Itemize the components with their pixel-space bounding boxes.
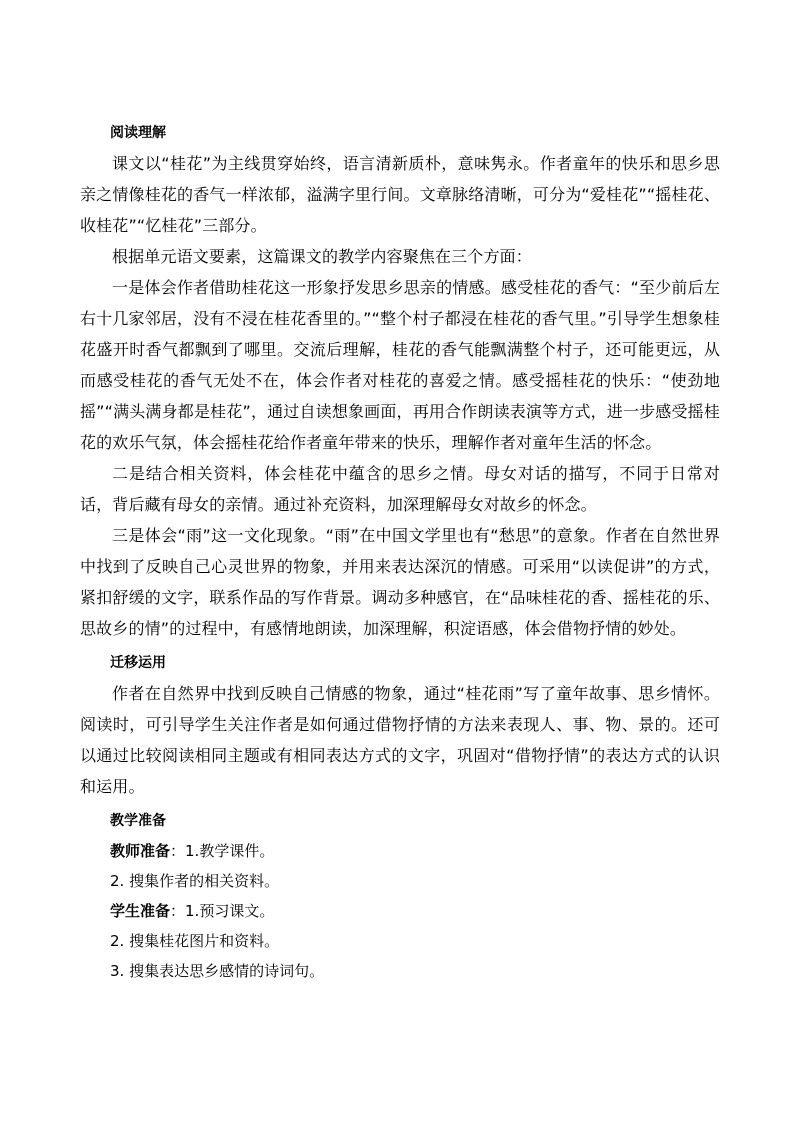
student-prep-item-2: 2. 搜集桂花图片和资料。: [110, 932, 280, 950]
teacher-prep-item-2: 2. 搜集作者的相关资料。: [110, 872, 280, 890]
heading-prep: 教学准备: [110, 813, 166, 829]
heading-reading: 阅读理解: [110, 125, 166, 141]
paragraph-reading-point-one: 一是体会作者借助桂花这一形象抒发思乡思亲的情感。感受桂花的香气：“至少前后左右十几家邻居，没有不浸在桂花香里的。”“整个村子都浸在桂花的香气里。”引导学生想象桂花盛开时香气都飘到了哪里。交流后理解，桂花的香气能飘满整个村子，还可能更远，从而感受桂花的香气无处不在，体会作者对桂花的喜爱之情。感受摇桂花的快乐：“使劲地摇”“满头满身都是桂花”，通过自读想象画面，再用合作朗读表演等方式，进一步感受摇桂花的欢乐气氛，体会摇桂花给作者童年带来的快乐，理解作者对童年生活的怀念。: [80, 278, 720, 452]
paragraph-transfer: 作者在自然界中找到反映自己情感的物象，通过“桂花雨”写了童年故事、思乡情怀。阅读时，可引导学生关注作者是如何通过借物抒情的方法来表现人、事、物、景的。还可以通过比较阅读相同主题或有相同表达方式的文字，巩固对“借物抒情”的表达方式的认识和运用。: [80, 684, 720, 796]
paragraph-reading-point-three: 三是体会“雨”这一文化现象。“雨”在中国文学里也有“愁思”的意象。作者在自然世界中找到了反映自己心灵世界的物象，并用来表达深沉的情感。可采用“以读促讲”的方式，紧扣舒缓的文字，联系作品的写作背景。调动多种感官，在“品味桂花的香、摇桂花的乐、思故乡的情”的过程中，有感情地朗读，加深理解，积淀语感，体会借物抒情的妙处。: [80, 526, 720, 638]
student-prep-label: 学生准备: [110, 902, 171, 920]
paragraph-reading-focus: 根据单元语文要素，这篇课文的教学内容聚焦在三个方面：: [112, 247, 532, 266]
student-prep-item-3: 3. 搜集表达思乡感情的诗词句。: [110, 962, 325, 980]
teacher-prep-line: [108, 836, 720, 866]
paragraph-reading-point-two: 二是结合相关资料，体会桂花中蕴含的思乡之情。母女对话的描写，不同于日常对话，背后藏有母女的亲情。通过补充资料，加深理解母女对故乡的怀念。: [80, 464, 720, 514]
student-prep-item-1: ：1.预习课文。: [170, 902, 275, 920]
teacher-prep-label: 教师准备: [110, 842, 171, 860]
paragraph-reading-intro: 课文以“桂花”为主线贯穿始终，语言清新质朴，意味隽永。作者童年的快乐和思乡思亲之情像桂花的香气一样浓郁，溢满字里行间。文章脉络清晰，可分为“爱桂花”“摇桂花、收桂花”“忆桂花”三部分。: [80, 154, 720, 235]
student-prep-line: [108, 896, 720, 926]
document-content: [80, 118, 720, 986]
teacher-prep-item-1: ：1.教学课件。: [170, 842, 275, 860]
heading-transfer: 迁移运用: [110, 655, 166, 671]
